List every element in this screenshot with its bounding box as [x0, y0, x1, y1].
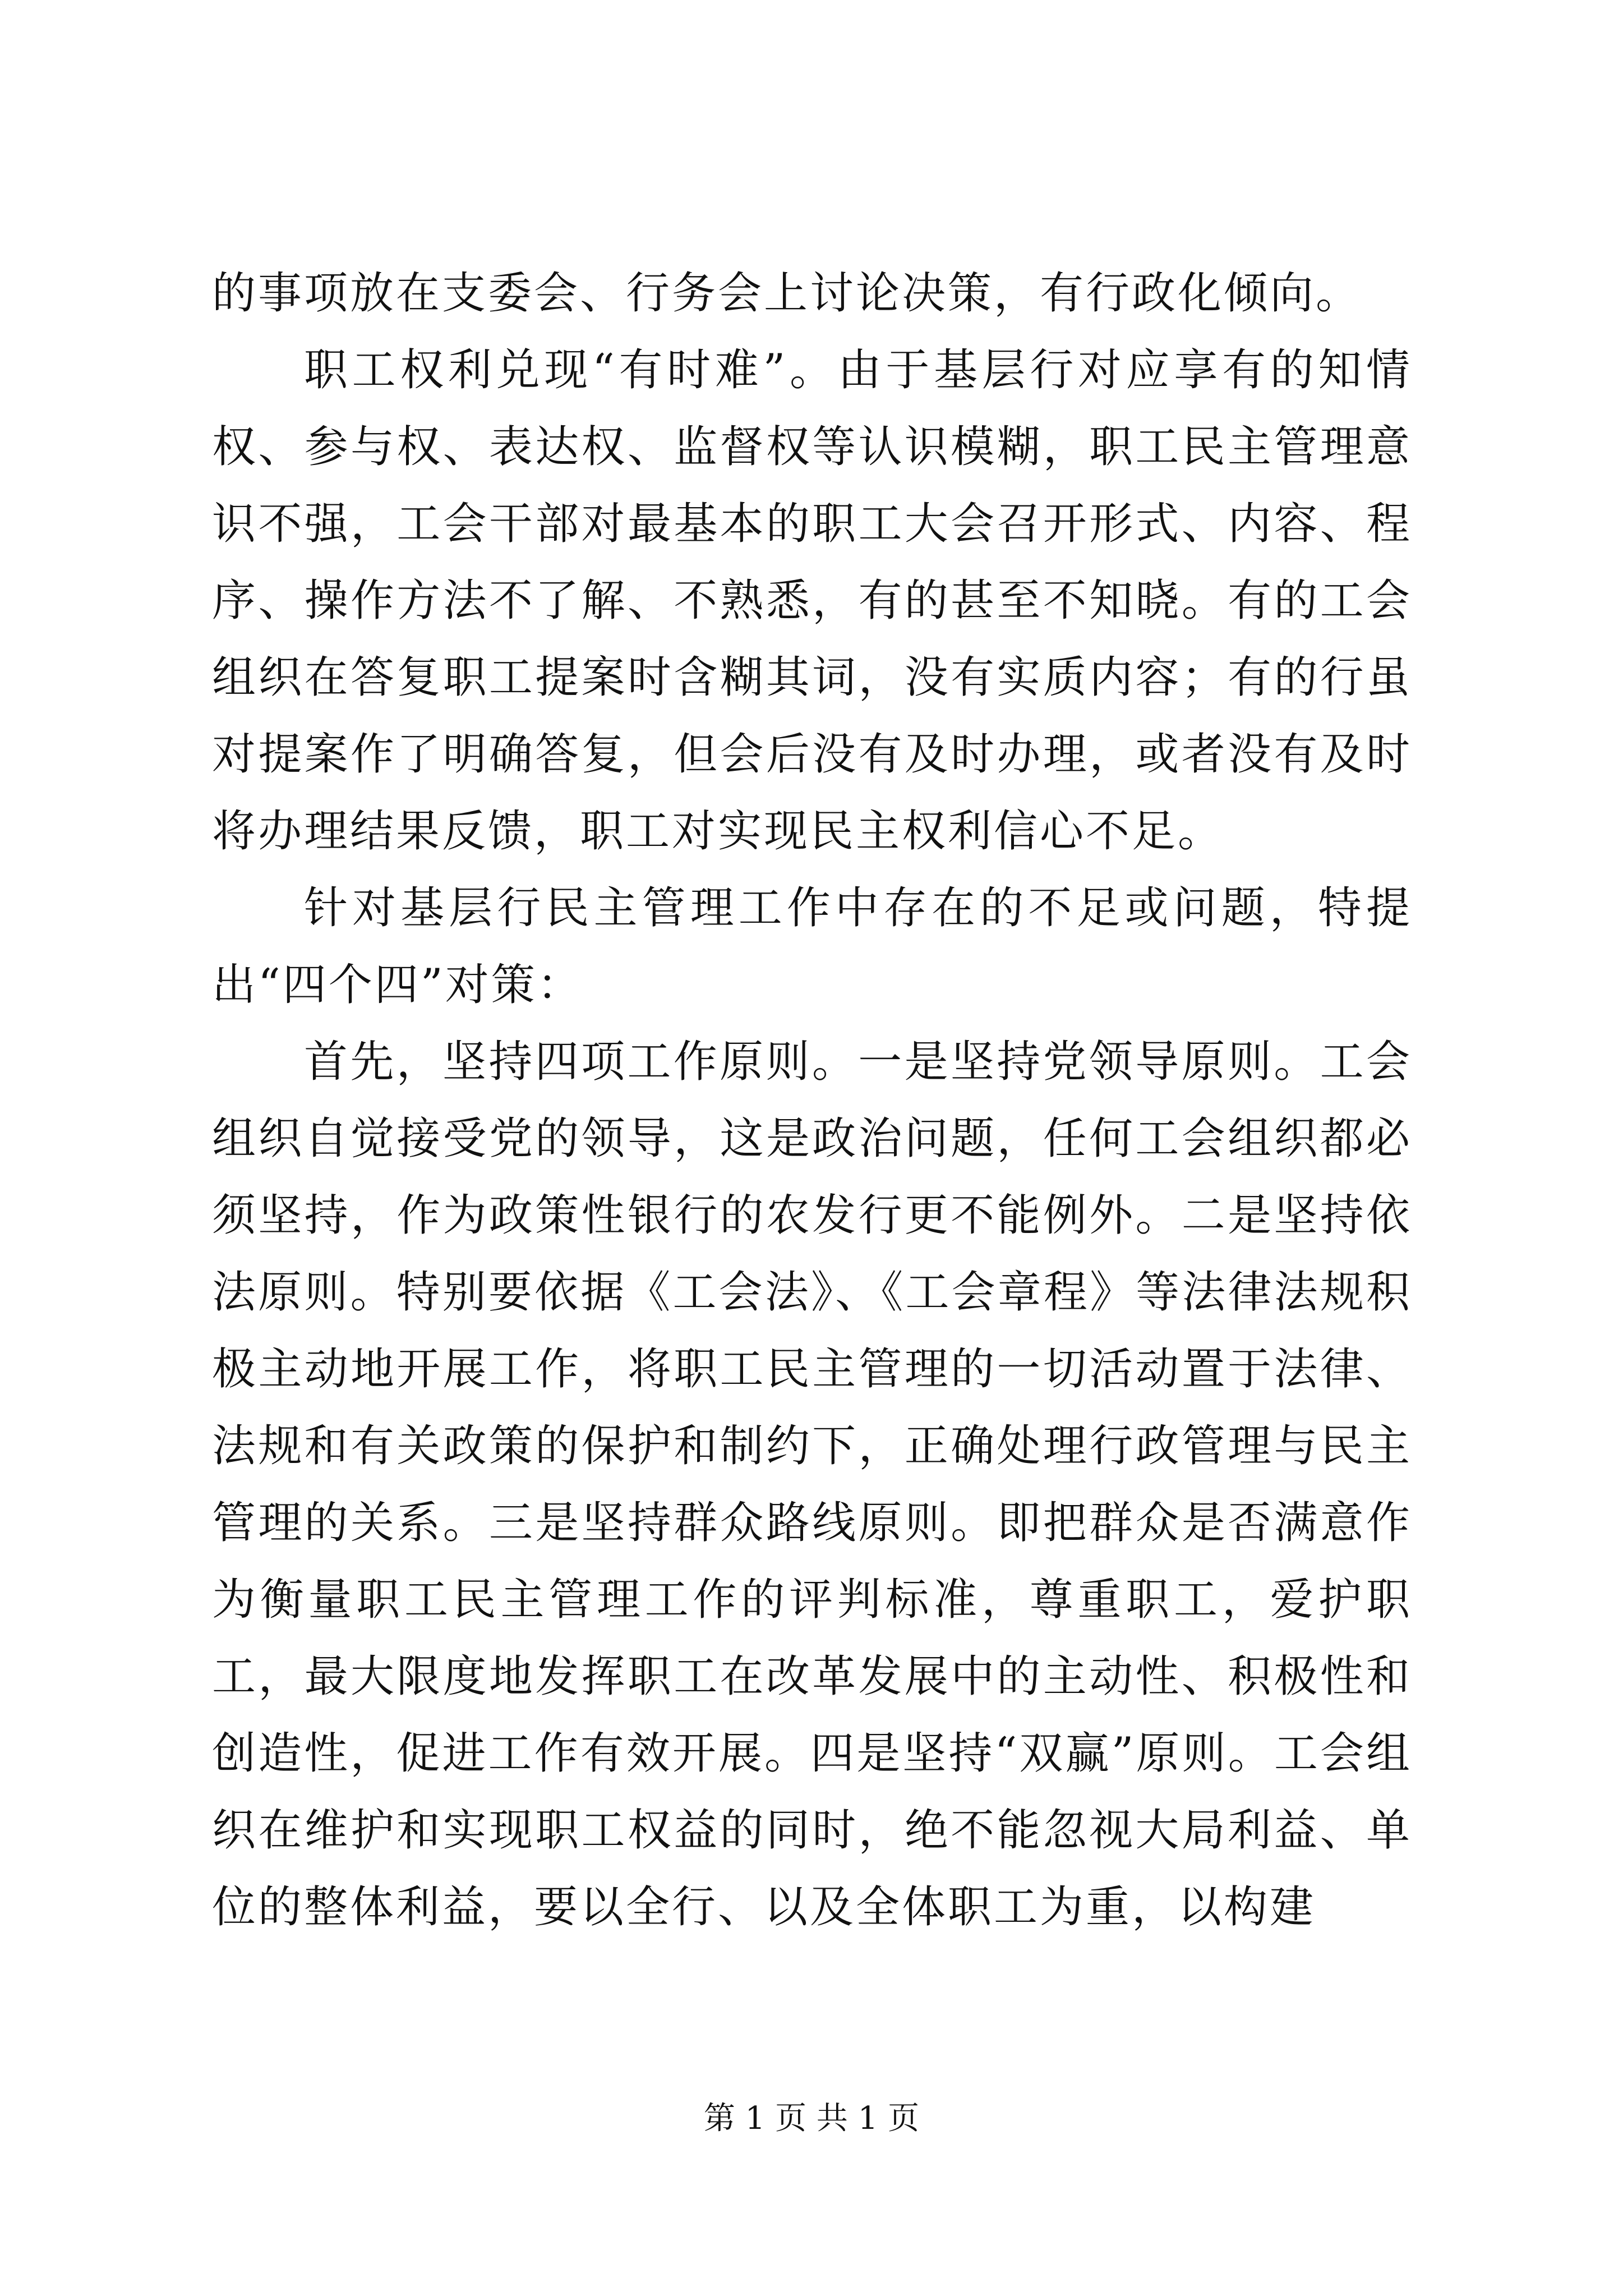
- paragraph-continuation: 的事项放在支委会、行务会上讨论决策，有行政化倾向。: [212, 268, 1362, 319]
- paragraph-four-principles: 首先，坚持四项工作原则。一是坚持党领导原则。工会组织自觉接受党的领导，这是政治问题，任何工会组织都必须坚持，作为政策性银行的农发行更不能例外。二是坚持依法原则。特别要依据《工会法》、《工会章程》等法律法规积极主动地开展工作，将职工民主管理的一切活动置于法律、法规和有关政策的保护和制约下，正确处理行政管理与民主管理的关系。三是坚持群众路线原则。即把群众是否满意作为衡量职工民主管理工作的评判标准，尊重职工，爱护职工，最大限度地发挥职工在改革发展中的主动性、积极性和创造性，促进工作有效开展。四是坚持“双赢”原则。工会组织在维护和实现职工权益的同时，绝不能忽视大局利益、单位的整体利益，要以全行、以及全体职工为重，以构建: [212, 1037, 1412, 1932]
- page-number-footer: 第 1 页 共 1 页: [703, 2100, 920, 2137]
- paragraph-countermeasures-intro: 针对基层行民主管理工作中存在的不足或问题，特提出“四个四”对策：: [212, 883, 1412, 1010]
- document-body: [212, 255, 1412, 1946]
- paragraph-employee-rights: 职工权利兑现“有时难”。由于基层行对应享有的知情权、参与权、表达权、监督权等认识模糊，职工民主管理意识不强，工会干部对最基本的职工大会召开形式、内容、程序、操作方法不了解、不熟悉，有的甚至不知晓。有的工会组织在答复职工提案时含糊其词，没有实质内容；有的行虽对提案作了明确答复，但会后没有及时办理，或者没有及时将办理结果反馈，职工对实现民主权利信心不足。: [212, 345, 1412, 857]
